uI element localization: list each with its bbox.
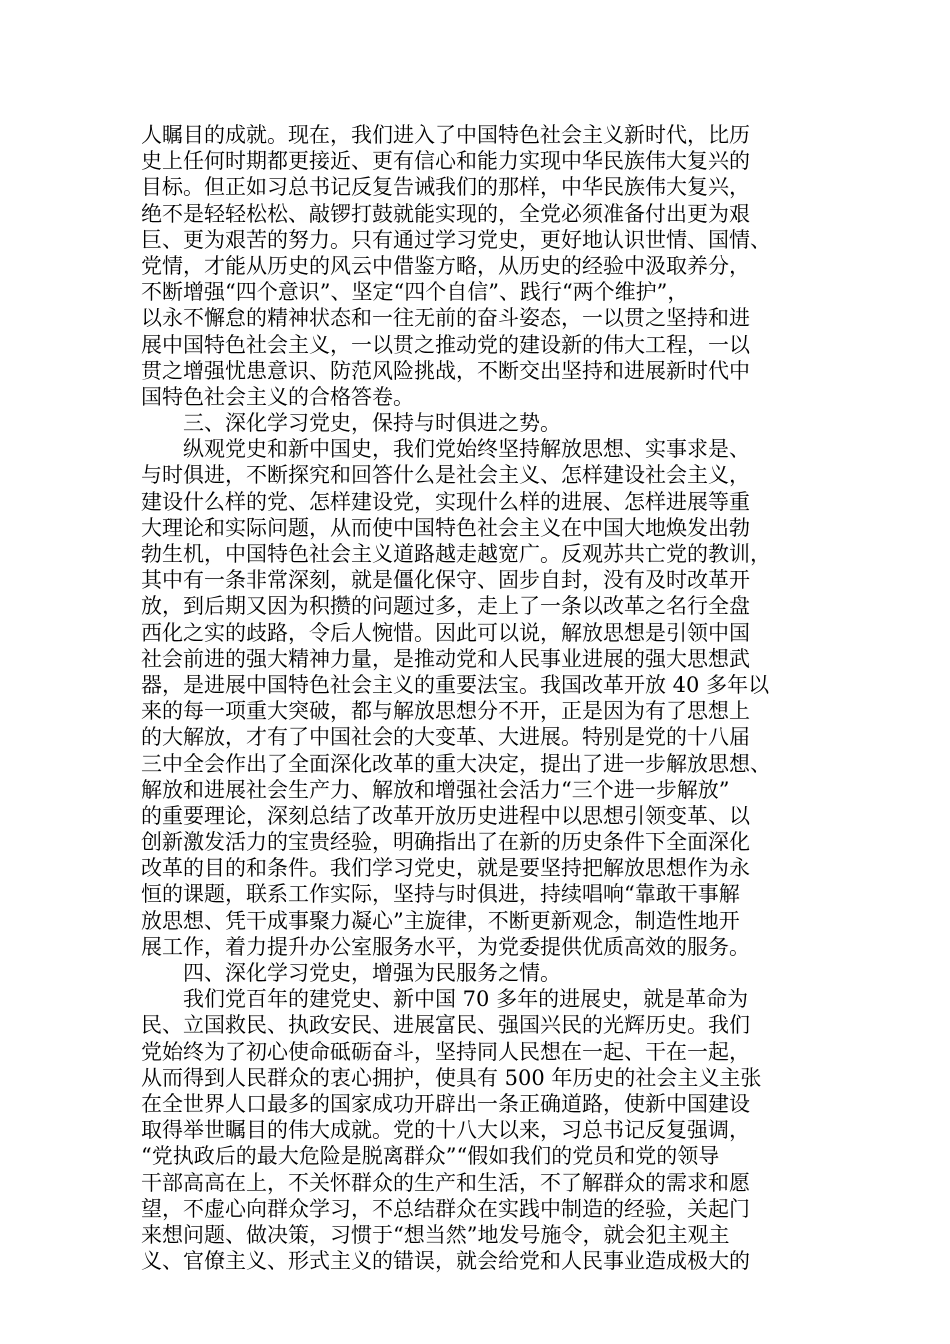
text-line: 展中国特色社会主义，一以贯之推动党的建设新的伟大工程，一以 bbox=[141, 332, 750, 357]
paragraph-first-line: 纵观党史和新中国史，我们党始终坚持解放思想、实事求是、 bbox=[183, 437, 750, 462]
text-line: “党执政后的最大危险是脱离群众”“假如我们的党员和党的领导 bbox=[141, 1144, 720, 1169]
text-line: 在全世界人口最多的国家成功开辟出一条正确道路，使新中国建设 bbox=[141, 1091, 750, 1116]
text-line: 义、官僚主义、形式主义的错误，就会给党和人民事业造成极大的 bbox=[141, 1249, 750, 1274]
text-line: 解放和进展社会生产力、解放和增强社会活力“三个进一步解放” bbox=[141, 777, 730, 802]
text-line: 国特色社会主义的合格答卷。 bbox=[141, 384, 414, 409]
text-line: 来的每一项重大突破，都与解放思想分不开，正是因为有了思想上 bbox=[141, 699, 750, 724]
text-line: 目标。但正如习总书记反复告诫我们的那样，中华民族伟大复兴， bbox=[141, 175, 750, 200]
text-line: 人瞩目的成就。现在，我们进入了中国特色社会主义新时代，比历 bbox=[141, 123, 750, 147]
text-line: 恒的课题，联系工作实际，坚持与时俱进，持续唱响“靠敢干事解 bbox=[141, 882, 740, 907]
text-line: 的重要理论，深刻总结了改革开放历史进程中以思想引领变革、以 bbox=[141, 803, 750, 828]
text-line: 大理论和实际问题，从而使中国特色社会主义在中国大地焕发出勃 bbox=[141, 515, 750, 540]
text-line: 绝不是轻轻松松、敲锣打鼓就能实现的，全党必须准备付出更为艰 bbox=[141, 201, 750, 226]
text-line: 来想问题、做决策，习惯于“想当然”地发号施令，就会犯主观主 bbox=[141, 1222, 730, 1247]
text-line: 西化之实的歧路，令后人惋惜。因此可以说，解放思想是引领中国 bbox=[141, 620, 750, 645]
text-line: 史上任何时期都更接近、更有信心和能力实现中华民族伟大复兴的 bbox=[141, 149, 750, 174]
text-line: 以永不懈怠的精神状态和一往无前的奋斗姿态，一以贯之坚持和进 bbox=[141, 306, 750, 331]
text-line: 展工作，着力提升办公室服务水平，为党委提供优质高效的服务。 bbox=[141, 934, 750, 959]
text-line: 干部高高在上，不关怀群众的生产和生活，不了解群众的需求和愿 bbox=[141, 1170, 750, 1195]
text-line: 望，不虚心向群众学习，不总结群众在实践中制造的经验，关起门 bbox=[141, 1196, 750, 1221]
text-line: 勃生机，中国特色社会主义道路越走越宽广。反观苏共亡党的教训， bbox=[141, 542, 771, 566]
text-line: 贯之增强忧患意识、防范风险挑战，不断交出坚持和进展新时代中 bbox=[141, 358, 750, 383]
document-body bbox=[141, 122, 821, 1274]
text-line: 党情，才能从历史的风云中借鉴方略，从历史的经验中汲取养分， bbox=[141, 253, 750, 278]
text-line: 器，是进展中国特色社会主义的重要法宝。我国改革开放 40 多年以 bbox=[141, 672, 770, 697]
section-heading: 三、深化学习党史，保持与时俱进之势。 bbox=[183, 411, 561, 436]
text-line: 从而得到人民群众的衷心拥护，使具有 500 年历史的社会主义主张 bbox=[141, 1065, 762, 1090]
paragraph-first-line: 我们党百年的建党史、新中国 70 多年的进展史，就是革命为 bbox=[183, 987, 749, 1012]
text-line: 党始终为了初心使命砥砺奋斗，坚持同人民想在一起、干在一起， bbox=[141, 1039, 750, 1064]
text-line: 建设什么样的党、怎样建设党，实现什么样的进展、怎样进展等重 bbox=[141, 489, 750, 514]
text-line: 三中全会作出了全面深化改革的重大决定，提出了进一步解放思想、 bbox=[141, 751, 771, 776]
text-line: 取得举世瞩目的伟大成就。党的十八大以来，习总书记反复强调， bbox=[141, 1118, 750, 1143]
text-line: 与时俱进，不断探究和回答什么是社会主义、怎样建设社会主义， bbox=[141, 463, 750, 488]
text-line: 不断增强“四个意识”、坚定“四个自信”、践行“两个维护”， bbox=[141, 280, 689, 305]
section-heading: 四、深化学习党史，增强为民服务之情。 bbox=[183, 961, 561, 985]
text-line: 创新激发活力的宝贵经验，明确指出了在新的历史条件下全面深化 bbox=[141, 830, 750, 855]
text-line: 放，到后期又因为积攒的问题过多，走上了一条以改革之名行全盘 bbox=[141, 594, 750, 619]
text-line: 其中有一条非常深刻，就是僵化保守、固步自封，没有及时改革开 bbox=[141, 568, 750, 593]
text-line: 改革的目的和条件。我们学习党史，就是要坚持把解放思想作为永 bbox=[141, 856, 750, 881]
text-line: 的大解放，才有了中国社会的大变革、大进展。特别是党的十八届 bbox=[141, 725, 750, 750]
text-line: 社会前进的强大精神力量，是推动党和人民事业进展的强大思想武 bbox=[141, 646, 750, 671]
text-line: 民、立国救民、执政安民、进展富民、强国兴民的光辉历史。我们 bbox=[141, 1013, 750, 1038]
text-line: 巨、更为艰苦的努力。只有通过学习党史，更好地认识世情、国情、 bbox=[141, 227, 771, 252]
text-line: 放思想、凭干成事聚力凝心”主旋律，不断更新观念，制造性地开 bbox=[141, 908, 740, 933]
